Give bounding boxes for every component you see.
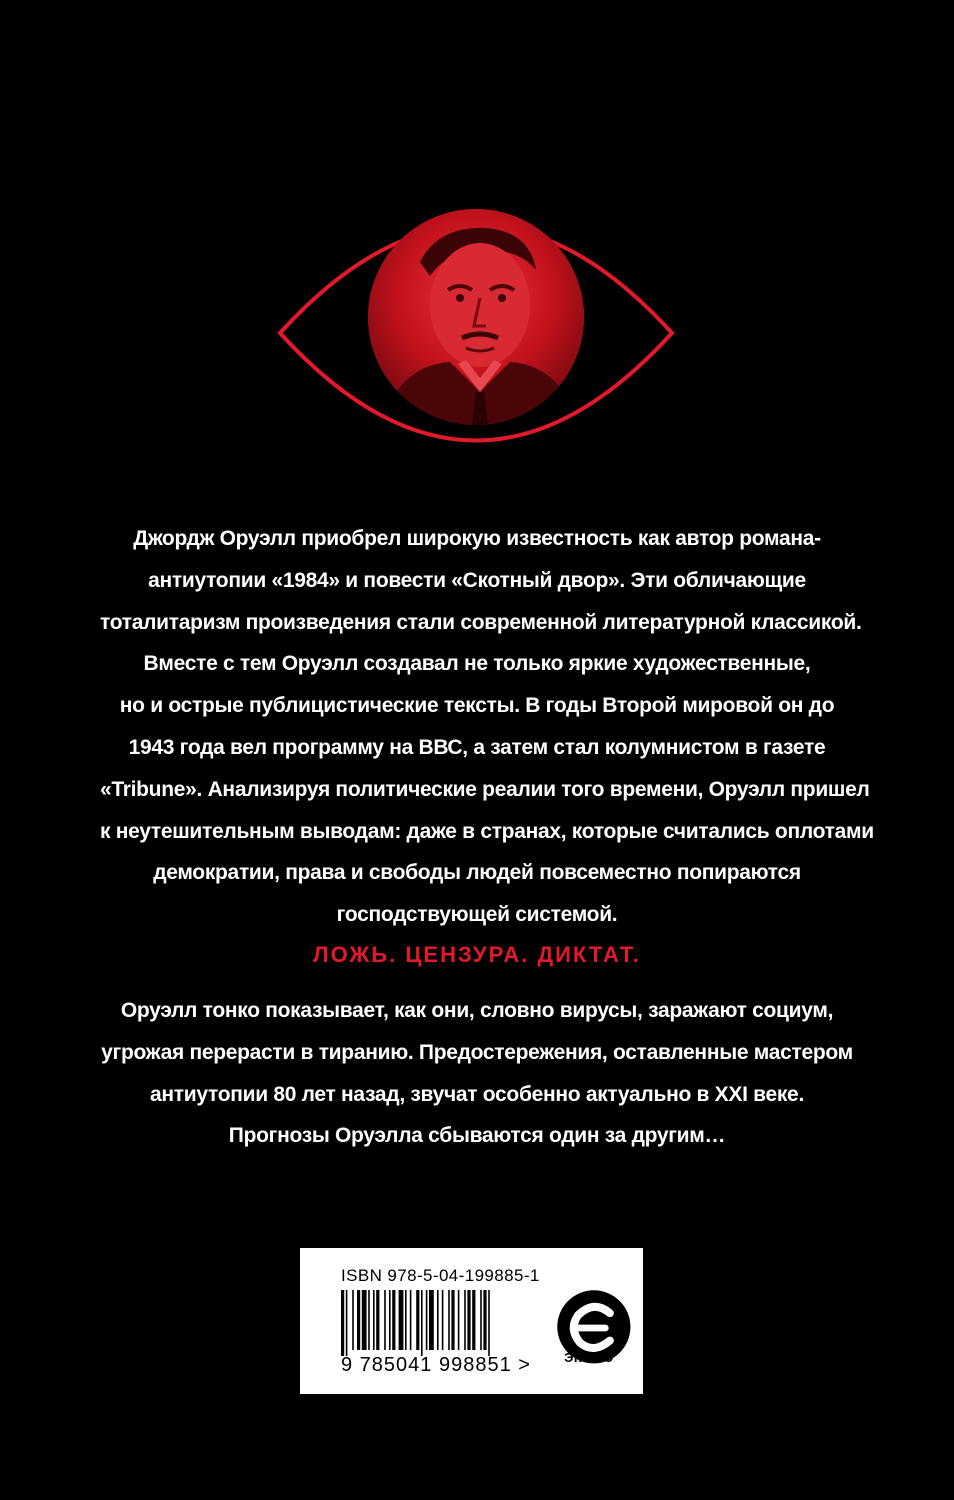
barcode-bar: [368, 1290, 370, 1350]
isbn-label: ISBN 978-5-04-199885-1: [341, 1266, 540, 1285]
barcode-bar: [399, 1290, 404, 1350]
barcode-bar: [464, 1290, 466, 1350]
barcode-bar: [488, 1290, 490, 1356]
barcode-bar: [346, 1290, 348, 1356]
paragraph-line: Джордж Оруэлл приобрел широкую известность как автор романа-: [133, 527, 821, 550]
slogan-heading: ЛОЖЬ. ЦЕНЗУРА. ДИКТАТ.: [313, 942, 641, 967]
barcode-bar: [341, 1290, 344, 1356]
barcode-bar: [429, 1290, 434, 1350]
barcode-bar: [437, 1290, 439, 1350]
barcode-icon: [341, 1290, 541, 1356]
description-paragraph-1: [100, 518, 874, 936]
barcode-bar: [416, 1290, 419, 1350]
barcode-bar: [480, 1290, 482, 1350]
barcode-bar: [392, 1290, 395, 1350]
paragraph-line: господствующей системой.: [336, 903, 618, 927]
barcode-bar: [467, 1290, 470, 1350]
barcode-bar: [448, 1290, 450, 1350]
paragraph-line: но и острые публицистические тексты. В годы Второй мировой он до: [119, 694, 835, 718]
barcode-bar: [410, 1290, 412, 1350]
barcode-bar: [483, 1290, 486, 1350]
barcode-bar: [405, 1290, 407, 1350]
eye-illustration: [0, 0, 954, 500]
paragraph-line: демократии, права и свободы людей повсеместно попираются: [153, 861, 801, 885]
paragraph-line: Оруэлл тонко показывает, как они, словно вирусы, заражают социум,: [120, 999, 834, 1022]
paragraph-line: антиутопии 80 лет назад, звучат особенно актуально в XXI веке.: [150, 1082, 804, 1106]
barcode-bar: [389, 1290, 391, 1350]
paragraph-line: угрожая перерасти в тиранию. Предостережения, оставленные мастером: [101, 1040, 853, 1064]
barcode-bar: [362, 1290, 367, 1350]
barcode-bar: [373, 1290, 375, 1350]
paragraph-line: Прогнозы Оруэлла сбываются один за другим…: [228, 1124, 726, 1148]
eye-icon: [0, 0, 954, 500]
barcode-bar: [357, 1290, 360, 1350]
barcode-digits: 9 785041 998851 >: [341, 1354, 531, 1376]
paragraph-line: 1943 года вел программу на ВВС, а затем стал колумнистом в газете: [128, 735, 826, 759]
barcode-bar: [451, 1290, 454, 1350]
barcode-bar: [352, 1290, 354, 1350]
barcode-bar: [472, 1290, 475, 1350]
barcode-panel: [300, 1248, 643, 1394]
barcode-bar: [426, 1290, 428, 1350]
paragraph-line: к неутешительным выводам: даже в странах, которые считались оплотами: [100, 819, 874, 843]
paragraph-line: «Tribune». Анализируя политические реалии того времени, Оруэлл пришел: [100, 777, 870, 801]
publisher-name: ЭКСМО: [564, 1350, 614, 1365]
paragraph-line: Вместе с тем Оруэлл создавал не только яркие художественные,: [143, 652, 811, 676]
author-portrait: [368, 209, 584, 425]
description-paragraph-2: [100, 990, 854, 1157]
barcode-bar: [421, 1290, 423, 1356]
paragraph-line: антиутопии «1984» и повести «Скотный двор». Эти обличающие: [148, 568, 806, 592]
paragraph-line: тоталитаризм произведения стали современной литературной классикой.: [100, 610, 862, 634]
barcode-bar: [376, 1290, 379, 1350]
barcode-bar: [442, 1290, 444, 1350]
barcode-bar: [458, 1290, 460, 1350]
barcode-bar: [384, 1290, 386, 1350]
